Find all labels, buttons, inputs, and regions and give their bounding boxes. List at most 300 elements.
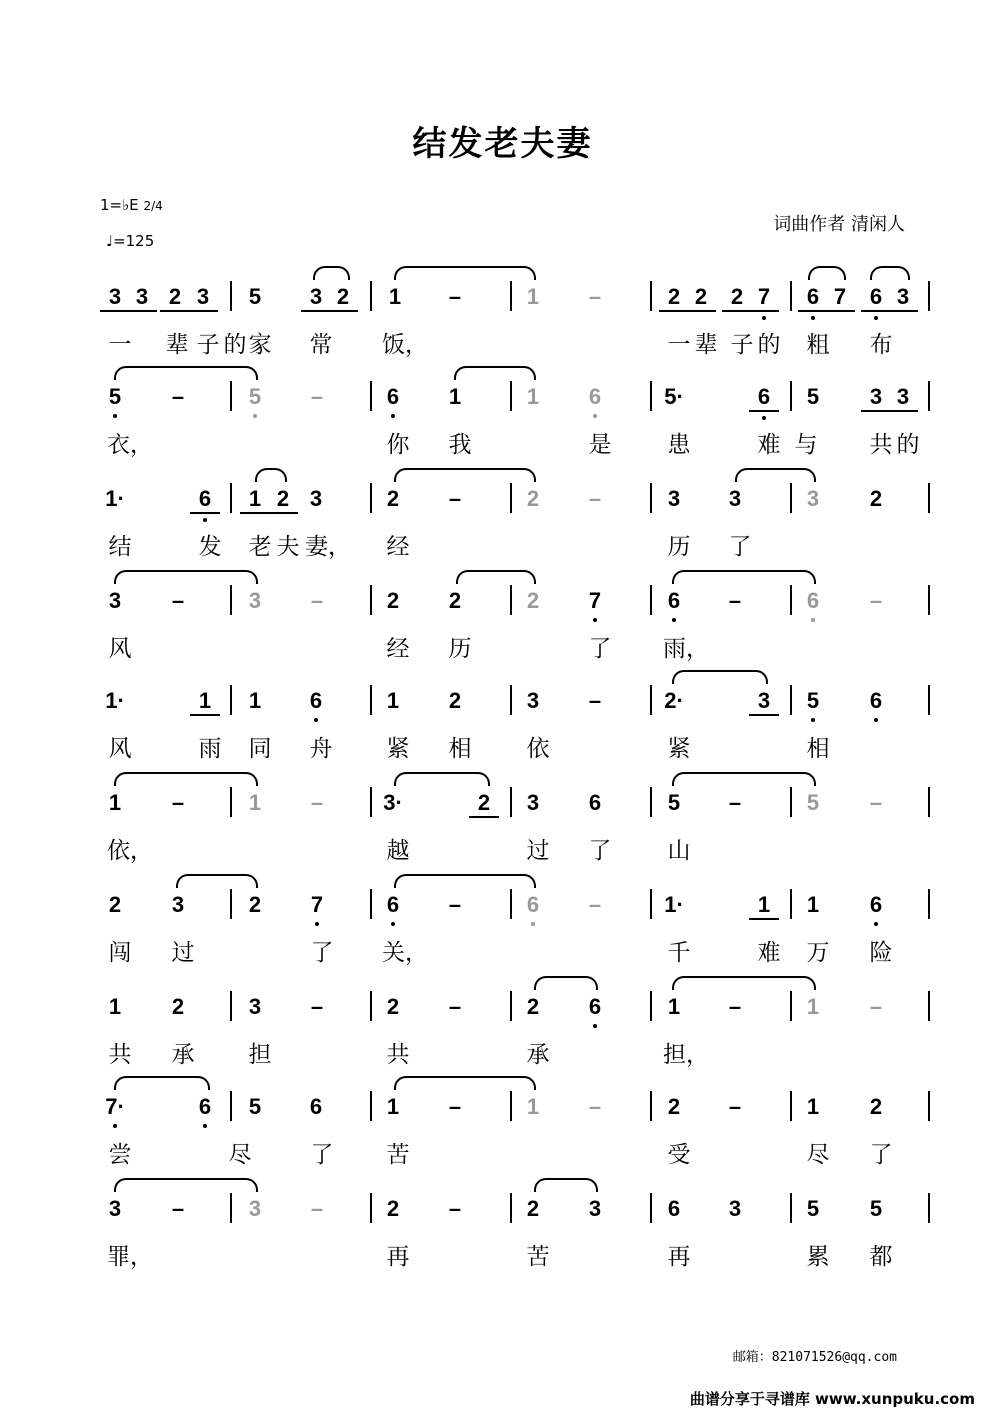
note [163,1196,193,1222]
note [378,1094,408,1120]
bar-line [650,787,652,817]
note-value: 6 [869,892,883,917]
bar-line [230,1193,232,1223]
note-value: – [310,588,324,613]
bar-line [230,381,232,411]
note-value: 3 [248,1196,262,1221]
note [518,284,548,310]
bar-line [928,685,930,715]
note [580,688,610,714]
note [580,1094,610,1120]
lyric: 受 [667,1142,691,1168]
tie-slur [255,468,287,482]
note [302,994,332,1020]
lyric: 的 [757,332,781,358]
lyric: 难 [757,940,781,966]
lyric: 关， [382,940,428,966]
note [580,994,610,1020]
note [378,1196,408,1222]
note-value: 2 [869,486,883,511]
octave-dot [593,414,597,418]
lyric: 万 [806,940,830,966]
note-value: – [728,588,742,613]
tie-slur [672,976,816,990]
tie-slur [534,976,598,990]
note-value: 1 [198,688,212,713]
note [163,790,193,816]
note-value: 5 [248,284,262,309]
tie-slur [456,570,536,584]
note [861,892,891,918]
note-value: – [728,790,742,815]
note-value: – [448,1196,462,1221]
note [301,1094,331,1120]
note [127,284,157,312]
note-value: 2 [526,486,540,511]
lyric: 历 [667,534,691,560]
note [240,384,270,410]
note [440,284,470,310]
lyric: 承 [171,1042,195,1068]
note [580,790,610,816]
note-value: 3 [588,1196,602,1221]
lyric: 粗 [806,332,830,358]
tie-slur [114,772,258,786]
lyric: 险 [869,940,893,966]
note [302,790,332,816]
note-value: 1 [386,1094,400,1119]
note [518,588,548,614]
bar-line [650,585,652,615]
lyric: 风 [108,736,132,762]
lyric: 患 [667,432,691,458]
note-value: 3 [309,486,323,511]
lyric: 越 [386,838,410,864]
note-value: 2 [276,486,290,511]
lyric: 经 [386,534,410,560]
lyric: 你 [386,432,410,458]
bar-line [928,381,930,411]
note-value: – [310,1196,324,1221]
note-value: 1 [806,994,820,1019]
note-value: – [588,892,602,917]
bar-line [230,787,232,817]
note-value: 6 [667,588,681,613]
note-value: 5 [806,688,820,713]
note [861,790,891,816]
bar-line [510,1193,512,1223]
note-value: – [448,892,462,917]
lyric: 担， [663,1042,709,1068]
tie-slur [394,1076,536,1090]
lyric: 了 [588,838,612,864]
lyric: 苦 [386,1142,410,1168]
note-value: 6 [806,284,820,309]
note-value: 2 [386,994,400,1019]
note [302,588,332,614]
lyric: 雨 [198,736,222,762]
note [268,486,298,514]
note-value: 2 [869,1094,883,1119]
note-value: 5· [664,384,684,409]
tie-slur [672,670,768,684]
bar-line [790,991,792,1021]
note-value: 1 [248,790,262,815]
note [659,1094,689,1120]
octave-dot [874,922,878,926]
song-title: 结发老夫妻 [412,124,593,164]
bar-line [510,483,512,513]
note [163,994,193,1020]
octave-dot [203,1124,207,1128]
note [163,892,193,918]
tie-slur [808,266,846,280]
lyric: 再 [667,1244,691,1270]
note [580,486,610,512]
note [163,588,193,614]
note-value: 2 [386,486,400,511]
note-value: 1 [248,486,262,511]
octave-dot [874,316,878,320]
note-value: 6 [588,384,602,409]
note [888,384,918,412]
note [378,384,408,410]
note-value: 2 [336,284,350,309]
lyric: 紧 [667,736,691,762]
bar-line [230,991,232,1021]
tie-slur [114,1076,210,1090]
bar-line [370,685,372,715]
lyric: 共 [108,1042,132,1068]
note [798,588,828,614]
bar-line [790,787,792,817]
note [100,994,130,1020]
note [749,284,779,312]
note-value: – [310,994,324,1019]
tie-slur [114,1178,258,1192]
note-value: – [869,790,883,815]
note [659,588,689,614]
note [720,486,750,512]
note-value: 2 [386,588,400,613]
bar-line [510,787,512,817]
tie-slur [176,874,258,888]
note-value: 1 [386,688,400,713]
lyric: 闯 [108,940,132,966]
note-value: – [588,1094,602,1119]
lyric: 尝 [108,1142,132,1168]
lyric: 了 [310,1142,334,1168]
bar-line [510,1091,512,1121]
bar-line [650,1193,652,1223]
lyric: 了 [310,940,334,966]
bar-line [928,1091,930,1121]
note [240,486,270,514]
bar-line [650,1091,652,1121]
lyric: 是 [588,432,612,458]
note [518,892,548,918]
note-value: – [171,588,185,613]
note [440,994,470,1020]
note-value: 7· [105,1094,125,1119]
note-value: 1 [806,892,820,917]
note-value: 6 [667,1196,681,1221]
bar-line [650,991,652,1021]
bar-line [790,1091,792,1121]
lyric: 过 [171,940,195,966]
note-value: 6 [198,1094,212,1119]
note-value: – [171,1196,185,1221]
bar-line [928,1193,930,1223]
note-value: 6 [588,994,602,1019]
note [378,790,408,816]
note-value: 3 [248,588,262,613]
note-value: 6 [386,892,400,917]
note [440,688,470,714]
note-value: – [728,994,742,1019]
lyric: 难 [757,432,781,458]
note [580,284,610,310]
note [302,892,332,918]
bar-line [928,787,930,817]
source-footer: 曲谱分享于寻谱库 www.xunpuku.com [689,1390,975,1408]
lyric: 依 [526,736,550,762]
note-value: – [588,486,602,511]
bar-line [230,1091,232,1121]
note-value: 1 [108,790,122,815]
bar-line [790,685,792,715]
note [188,284,218,312]
note-value: 3 [171,892,185,917]
tie-slur [735,468,816,482]
note-value: 3· [383,790,403,815]
lyric: 的 [896,432,920,458]
note-value: 6 [386,384,400,409]
bar-line [230,585,232,615]
lyric: 的 [223,332,247,358]
note-value: – [588,284,602,309]
note [518,1196,548,1222]
note-value: 7 [310,892,324,917]
note-value: 7 [588,588,602,613]
note-value: – [448,284,462,309]
lyric: 紧 [386,736,410,762]
note [240,790,270,816]
note-value: – [448,994,462,1019]
note [798,1196,828,1222]
note [100,1094,130,1120]
note [378,994,408,1020]
lyric: 苦 [526,1244,550,1270]
note [798,688,828,714]
note-value: 3 [108,284,122,309]
note [440,486,470,512]
octave-dot [314,718,318,722]
lyric: 饭， [382,332,428,358]
note [798,284,828,312]
tie-slur [394,266,536,280]
note-value: 1 [526,384,540,409]
note-value: 3 [667,486,681,511]
note-value: 1 [757,892,771,917]
lyric: 都 [869,1244,893,1270]
note-value: 2 [248,892,262,917]
note-value: 6 [806,588,820,613]
note [861,384,891,412]
note-value: 7 [833,284,847,309]
lyric: 累 [806,1244,830,1270]
note-value: 5 [248,384,262,409]
lyric: 经 [386,636,410,662]
note-value: 6 [309,688,323,713]
note [518,384,548,410]
contact-email: 邮箱：821071526@qq.com [732,1350,897,1365]
note-value: 3 [135,284,149,309]
bar-line [510,889,512,919]
lyric: 共 [386,1042,410,1068]
bar-line [790,281,792,311]
note [378,688,408,714]
octave-dot [593,618,597,622]
note [100,284,130,312]
note-value: 1· [105,486,125,511]
lyric: 结 [108,534,132,560]
note-value: 5 [667,790,681,815]
lyric: 相 [806,736,830,762]
note [861,688,891,714]
tie-slur [394,468,536,482]
bar-line [928,483,930,513]
tie-slur [672,772,816,786]
note [469,790,499,818]
bar-line [510,585,512,615]
bar-line [370,483,372,513]
note-value: 2 [168,284,182,309]
note-value: 5 [806,1196,820,1221]
bar-line [790,483,792,513]
tempo-marking: ♩=125 [106,232,155,250]
bar-line [650,685,652,715]
lyric: 老 [248,534,272,560]
note [302,384,332,410]
note-value: 3 [757,688,771,713]
note [160,284,190,312]
note [798,486,828,512]
tie-slur [313,266,350,280]
note-value: 3 [806,486,820,511]
note-value: 2 [526,994,540,1019]
note-value: – [310,790,324,815]
bar-line [370,381,372,411]
note-value: 1 [806,1094,820,1119]
note-value: 6 [309,1094,323,1119]
note-value: 5 [806,384,820,409]
note [888,284,918,312]
note-value: 3 [526,790,540,815]
bar-line [370,1193,372,1223]
note [659,688,689,714]
note [240,284,270,310]
note [580,588,610,614]
note [825,284,855,312]
note [798,1094,828,1120]
note-value: 3 [196,284,210,309]
note [720,790,750,816]
note [659,384,689,410]
tie-slur [454,366,536,380]
note [720,1196,750,1222]
note [518,790,548,816]
note-value: 7 [757,284,771,309]
note-value: 1 [448,384,462,409]
note-value: 3 [526,688,540,713]
note-value: – [171,384,185,409]
score-line [0,1196,1005,1296]
note [240,994,270,1020]
octave-dot [762,416,766,420]
note-value: 2 [526,1196,540,1221]
bar-line [230,483,232,513]
octave-dot [874,718,878,722]
lyric: 相 [448,736,472,762]
note [240,1094,270,1120]
note-value: 2 [448,588,462,613]
lyric: 承 [526,1042,550,1068]
lyric: 与 [794,432,818,458]
lyric: 过 [526,838,550,864]
note [100,384,130,410]
note [301,688,331,714]
lyric: 常 [309,332,333,358]
note [580,892,610,918]
lyric: 尽 [228,1142,252,1168]
time-signature: 2/4 [143,199,163,213]
note [240,588,270,614]
note [518,486,548,512]
lyric: 雨， [663,636,709,662]
lyric: 发 [198,534,222,560]
bar-line [650,889,652,919]
lyric: 依， [107,838,153,864]
bar-line [650,381,652,411]
bar-line [230,685,232,715]
bar-line [928,991,930,1021]
note-value: 2 [477,790,491,815]
note [659,284,689,312]
note [378,486,408,512]
octave-dot [315,922,319,926]
note-value: – [171,790,185,815]
note [861,486,891,512]
lyric: 罪， [107,1244,153,1270]
octave-dot [672,618,676,622]
bar-line [370,1091,372,1121]
bar-line [230,889,232,919]
bar-line [928,281,930,311]
note [440,384,470,410]
note-value: 3 [896,384,910,409]
note [749,892,779,920]
score-line [0,588,1005,688]
note-value: 2 [448,688,462,713]
octave-dot [203,518,207,522]
note [190,486,220,514]
bar-line [650,281,652,311]
octave-dot [593,1024,597,1028]
note-value: 2 [108,892,122,917]
tie-slur [534,1178,598,1192]
note-value: 5 [869,1196,883,1221]
